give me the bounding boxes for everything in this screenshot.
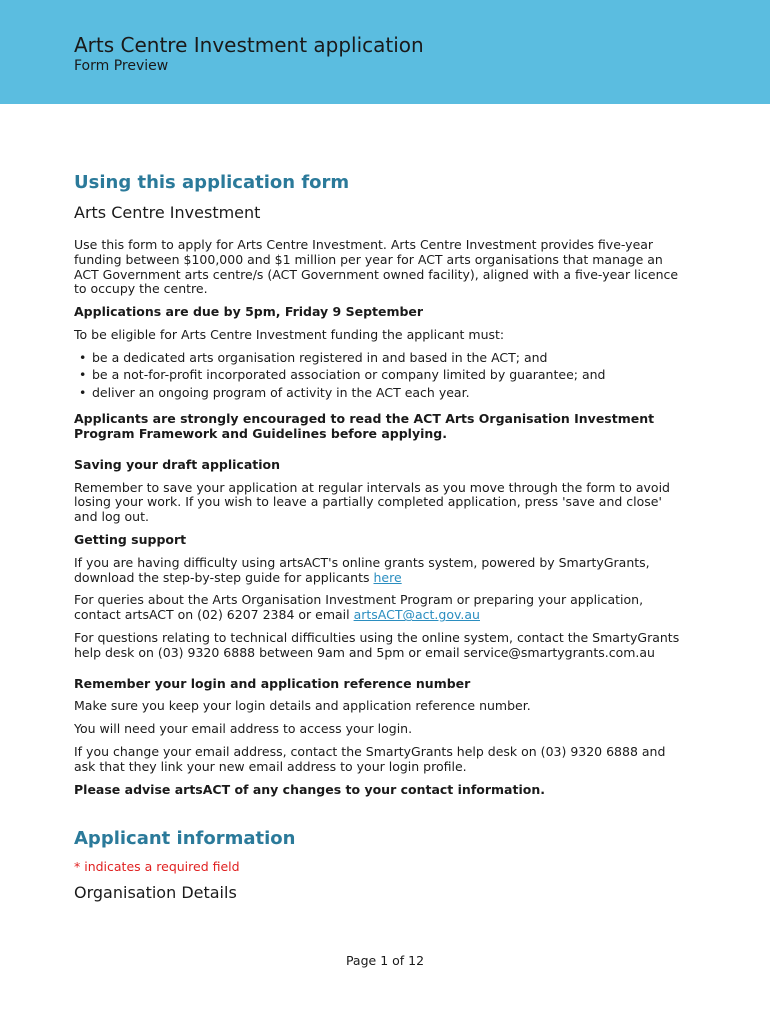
saving-text: Remember to save your application at regular intervals as you move through the form to avoid losing your work. If you wish to leave a partially completed application, press 'save and close' and log out.: [74, 479, 670, 525]
form-title: Arts Centre Investment application: [74, 33, 424, 57]
due-date-notice: Applications are due by 5pm, Friday 9 September: [74, 304, 424, 320]
email-link[interactable]: artsACT@act.gov.au: [353, 607, 480, 623]
intro-paragraph: Use this form to apply for Arts Centre Investment. Arts Centre Investment provides five-year funding between $100,000 and $1 million per year for ACT arts organisations that manage an ACT Government arts centre/s (ACT Government owned facility), aligned with a five-year licence to occupy the centre.: [74, 237, 679, 297]
login-text-2: You will need your email address to access your login.: [74, 721, 413, 737]
organisation-heading: Organisation Details: [74, 883, 237, 902]
eligibility-intro: To be eligible for Arts Centre Investment funding the applicant must:: [74, 326, 505, 342]
section-using-form: [74, 172, 684, 797]
login-text-3: If you change your email address, contact the SmartyGrants help desk on (03) 9320 6888 and ask that they link your new email address to your login profile.: [74, 744, 666, 774]
queries-text: For queries about the Arts Organisation Investment Program or preparing your application, contact artsACT on (02) 6207 2384 or email artsACT@act.gov.au: [74, 592, 644, 623]
login-heading: Remember your login and application reference number: [74, 675, 471, 691]
bullet-icon: •: [79, 384, 87, 400]
eligibility-list: [74, 349, 684, 402]
required-field-note: * indicates a required field: [74, 859, 240, 874]
advise-notice: Please advise artsACT of any changes to your contact information.: [74, 781, 545, 797]
section-subheading: Arts Centre Investment: [74, 203, 261, 222]
form-subtitle: Form Preview: [74, 58, 169, 74]
list-item: • deliver an ongoing program of activity in the ACT each year.: [79, 384, 470, 400]
applicant-heading: Applicant information: [74, 828, 296, 849]
guidelines-notice: Applicants are strongly encouraged to read the ACT Arts Organisation Investment Program Framework and Guidelines before applying.: [74, 411, 655, 442]
support-text: If you are having difficulty using artsACT's online grants system, powered by SmartyGrants, download the step-by-step guide for applicants here: [74, 554, 650, 585]
support-heading: Getting support: [74, 532, 187, 548]
bullet-icon: •: [79, 367, 87, 383]
bullet-icon: •: [79, 349, 87, 365]
login-text-1: Make sure you keep your login details and application reference number.: [74, 698, 531, 714]
saving-heading: Saving your draft application: [74, 456, 281, 472]
section-applicant-info: [74, 828, 684, 904]
section-heading: Using this application form: [74, 172, 350, 193]
page-number: Page 1 of 12: [345, 953, 425, 968]
guide-link[interactable]: here: [373, 569, 402, 585]
technical-text: For questions relating to technical difficulties using the online system, contact the SmartyGrants help desk on (03) 9320 6888 between 9am and 5pm or email service@smartygrants.com.au: [74, 630, 680, 660]
page-header: [0, 0, 770, 104]
list-item: • be a not-for-profit incorporated association or company limited by guarantee; and: [79, 367, 606, 383]
list-item: • be a dedicated arts organisation registered in and based in the ACT; and: [79, 349, 548, 365]
